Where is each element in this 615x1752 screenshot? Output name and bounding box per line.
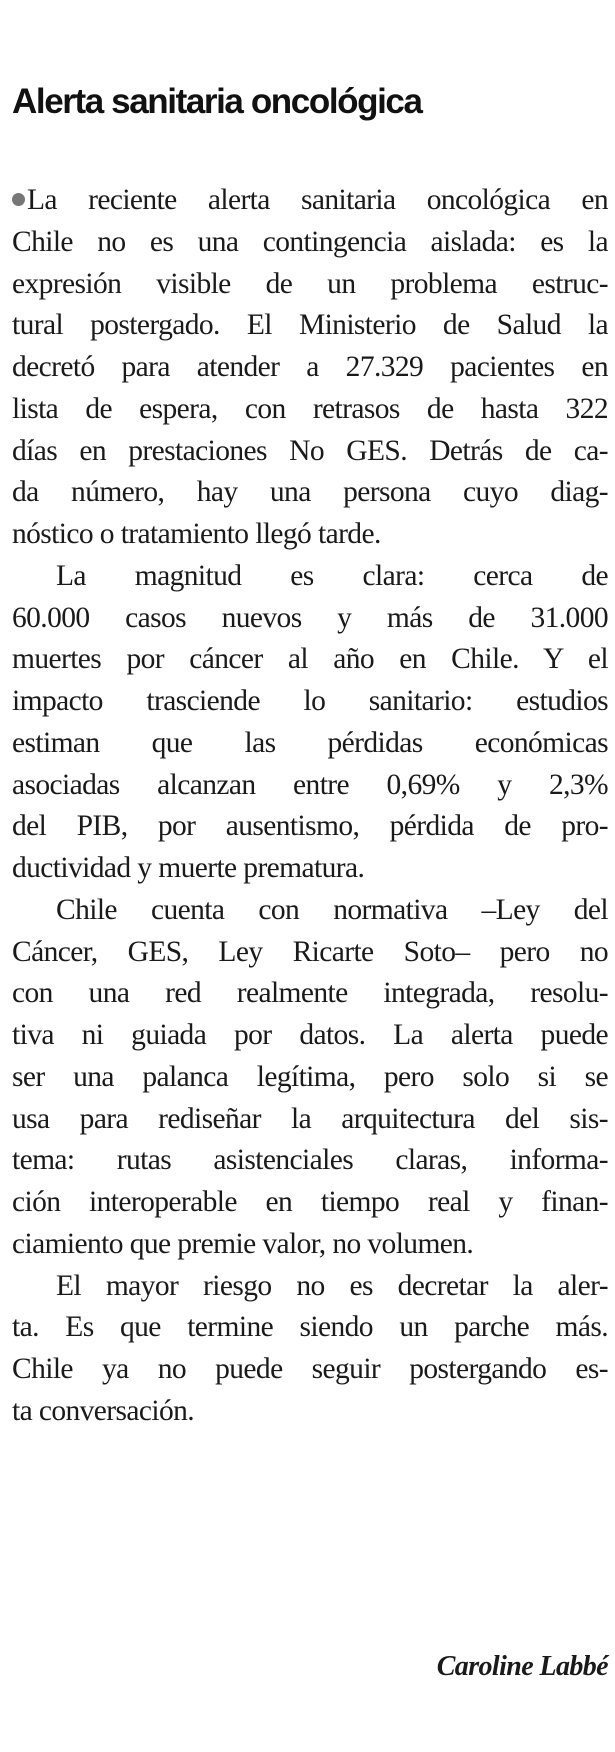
bullet-icon (12, 193, 25, 206)
body-line: estiman que las pérdidas económicas (12, 726, 608, 759)
body-line: ta conversación. (12, 1394, 195, 1427)
body-line: nóstico o tratamiento llegó tarde. (12, 518, 381, 550)
body-line: del PIB, por ausentismo, pérdida de pro- (12, 810, 608, 843)
body-line: ductividad y muerte prematura. (12, 852, 365, 884)
body-line: Cáncer, GES, Ley Ricarte Soto– pero no (12, 935, 608, 968)
body-line: asociadas alcanzan entre 0,69% y 2,3% (12, 768, 608, 801)
article-body (12, 180, 608, 1433)
body-line: El mayor riesgo no es decretar la aler- (56, 1269, 608, 1302)
body-line: Chile ya no puede seguir postergando es- (12, 1353, 608, 1385)
body-line: La reciente alerta sanitaria oncológica en (12, 180, 608, 222)
body-line: muertes por cáncer al año en Chile. Y el (12, 643, 608, 676)
body-line: 60.000 casos nuevos y más de 31.000 (12, 601, 608, 634)
body-line: tural postergado. El Ministerio de Salud la (12, 309, 608, 342)
body-line: ción interoperable en tiempo real y finan- (12, 1186, 608, 1218)
author-signature: Caroline Labbé (436, 1651, 608, 1682)
body-line: La magnitud es clara: cerca de (56, 559, 608, 592)
body-line: días en prestaciones No GES. Detrás de ca- (12, 434, 608, 467)
body-line: ser una palanca legítima, pero solo si se (12, 1060, 608, 1093)
body-line: con una red realmente integrada, resolu- (12, 977, 608, 1010)
body-line: tiva ni guiada por datos. La alerta puede (12, 1019, 608, 1051)
body-line: ta. Es que termine siendo un parche más. (12, 1311, 608, 1344)
body-line: Chile no es una contingencia aislada: es la (12, 225, 608, 258)
body-line: ciamiento que premie valor, no volumen. (12, 1227, 474, 1260)
body-line: Chile cuenta con normativa –Ley del (56, 893, 608, 926)
body-line: tema: rutas asistenciales claras, informa- (12, 1144, 608, 1177)
body-line: da número, hay una persona cuyo diag- (12, 476, 608, 509)
body-line: usa para rediseñar la arquitectura del sis- (12, 1102, 608, 1135)
article-headline: Alerta sanitaria oncológica (12, 82, 422, 121)
body-line: lista de espera, con retrasos de hasta 322 (12, 392, 608, 425)
body-line: expresión visible de un problema estruc- (12, 267, 608, 300)
body-line: impacto trasciende lo sanitario: estudios (12, 685, 608, 717)
body-line: decretó para atender a 27.329 pacientes en (12, 351, 608, 383)
